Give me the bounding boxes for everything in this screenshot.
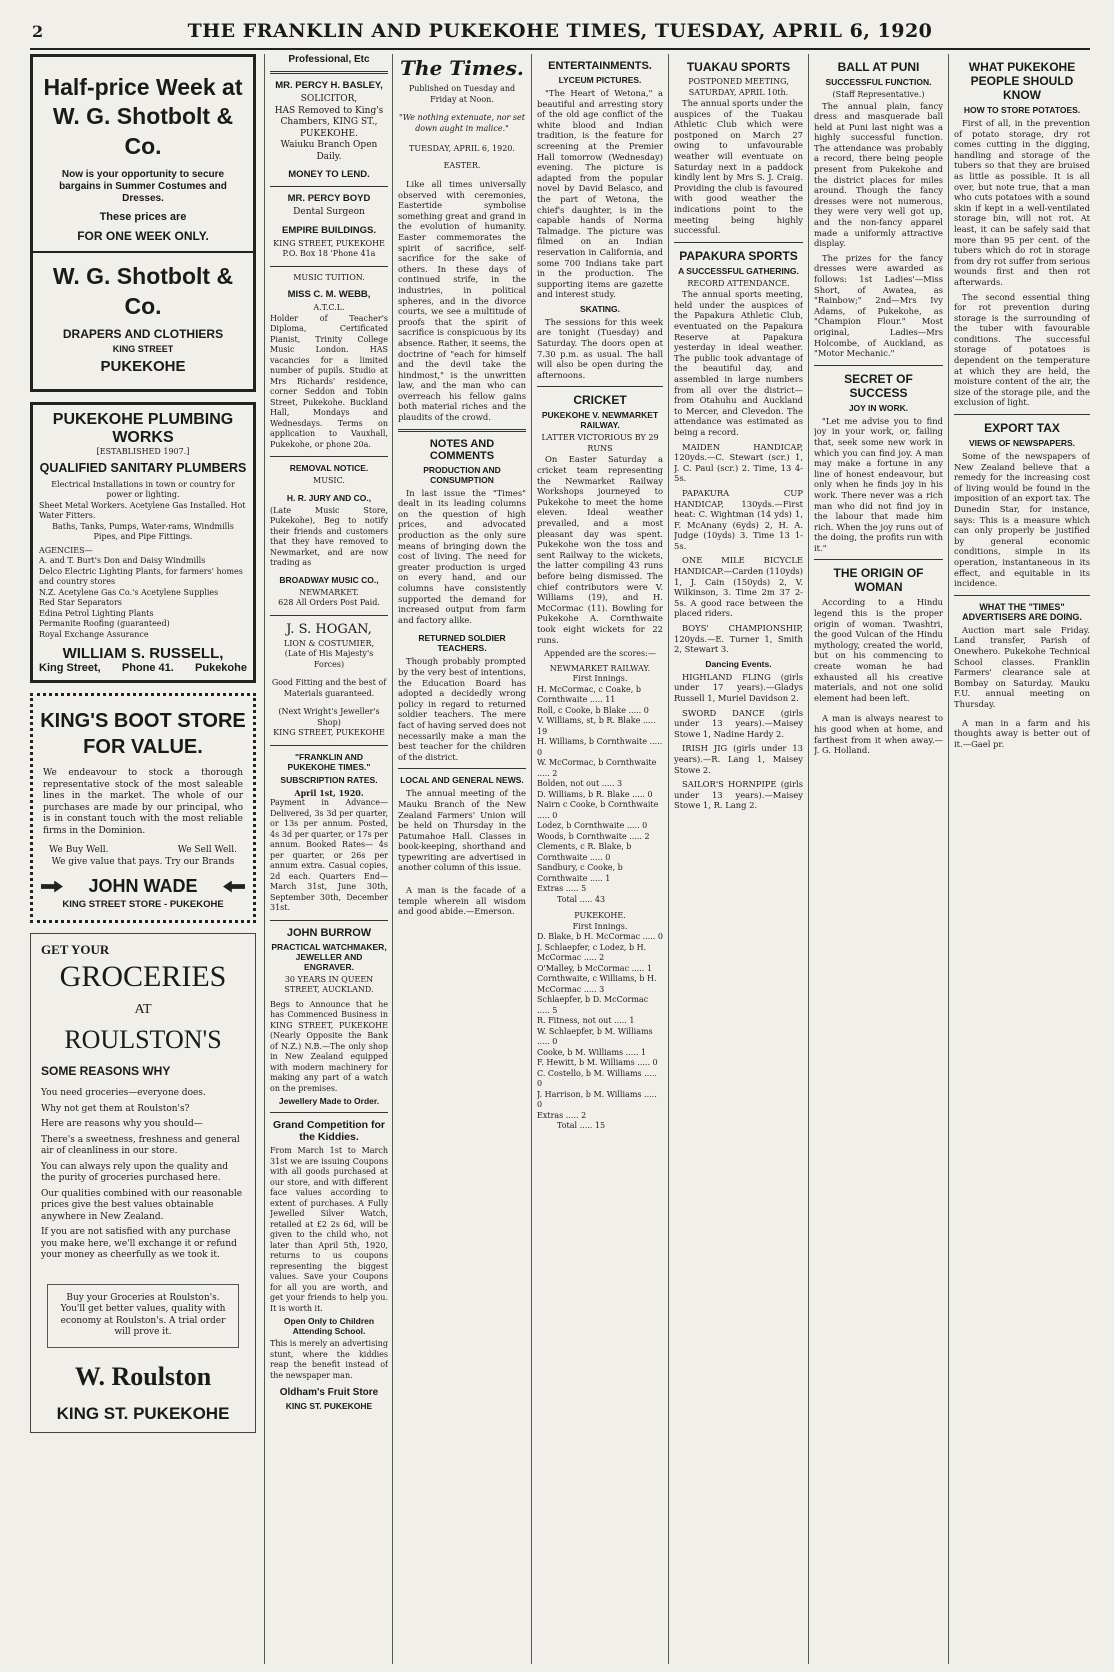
- railway-scores: [537, 685, 663, 895]
- subscription-rates: SUBSCRIPTION RATES.: [280, 774, 378, 785]
- burrow-role: PRACTICAL WATCHMAKER, JEWELLER AND ENGRAVER.: [271, 941, 387, 972]
- papakura-subtitle: A SUCCESSFUL GATHERING.: [678, 265, 799, 276]
- roulston-reasons-list: [41, 1088, 245, 1262]
- fruit-store-street: KING ST. PUKEKOHE: [285, 1401, 373, 1411]
- roulston-at: AT: [134, 1002, 152, 1017]
- event-result: MAIDEN HANDICAP, 120yds.—C. Stewart (scr.) 1, J. C. Paul (scr.) 2. Time, 13 4-5s.: [674, 441, 803, 484]
- webb-cert: A.T.C.L.: [313, 303, 345, 312]
- score-line: D. Blake, b H. McCormac ..... 0: [537, 932, 663, 942]
- event-result: ONE MILE BICYCLE HANDICAP.—Carden (110yds) 1, J. Cain (150yds) 2, V. Wilkinson, 3. Time 2m 37 2-5s. A good race between the placed riders.: [674, 555, 803, 619]
- shotbolt-trade: DRAPERS AND CLOTHIERS: [62, 327, 224, 341]
- plumbing-advert: [30, 402, 256, 683]
- skating-body: [537, 317, 663, 381]
- times-motto: "We nothing extenuate, nor set down aught in malice.": [399, 113, 525, 133]
- tuakau-title: TUAKAU SPORTS: [686, 60, 791, 74]
- times-subscription-title: "FRANKLIN AND PUKEKOHE TIMES.": [287, 751, 371, 772]
- plumbing-street: King Street,: [39, 662, 101, 674]
- hogan-name: J. S. HOGAN,: [286, 621, 372, 637]
- basley-name: MR. PERCY H. BASLEY,: [275, 80, 383, 91]
- woman-paragraph: According to a Hindu legend this is the proper origin of woman. Twashtri, the good Vulcan of the Hindu mythology, created the world, but on his commencing to create woman he had exhausted all his creative materials, and not one solid element had been left.: [814, 597, 943, 703]
- cricket-paragraph: On Easter Saturday a cricket team representing the Newmarket Railway Workshops journeyed to Pukekohe to meet the home eleven. Ideal weather prevailed, and a most pleasant day was spent. Pukekohe won the toss and sent Railway to the wickets, the latter compiling 43 runs before being dismissed. The chief contributors were V. Williams (19), and H. McCormac (11). Bowling for Pukekohe A. Cornthwaite took eight wickets for 22 runs.: [537, 454, 663, 645]
- kings-give: We give value that pays. Try our Brands: [51, 856, 235, 867]
- burrow-years: 30 YEARS IN QUEEN STREET, AUCKLAND.: [284, 974, 374, 994]
- entertainments-title: ENTERTAINMENTS.: [548, 60, 652, 72]
- ball-title: BALL AT PUNI: [837, 60, 920, 74]
- easter-paragraph: Like all times universally observed with ceremonies, Eastertide symbolise something great and grand in the evolution of humanity. Easter commemorates the spirit of sacrifice, self-sacrifice for the sake of others. In these days of continued strife, in the industries, in political spheres, and in the divorce courts, we see a multitude of proofs that the spirit of sacrifice is conspicuous by its absence. Rather, it seems, the doctrine of "each for himself and the devil take the hindmost," is the unwritten law, and the man who can overreach his fellow gains both material riches and the plaudits of the crowd.: [398, 179, 526, 423]
- competition-open: Open Only to Children Attending School.: [283, 1316, 375, 1336]
- plumbing-owner: WILLIAM S. RUSSELL,: [62, 645, 224, 662]
- tuakau-paragraph: The annual sports under the auspices of the Tuakau Athletic Club which were postponed on March 27 owing to unfavourable weather will eventuate on Saturday next in a paddock kindly lent by Mrs S. J. Craig. Providing the club is favoured with good weather the indications point to the meeting being highly successful.: [674, 98, 803, 236]
- plumbing-line: Electrical Installations in town or country for power or lighting.: [51, 479, 235, 499]
- notes-title: NOTES AND COMMENTS: [429, 437, 495, 462]
- holland-quote: [814, 713, 943, 755]
- score-line: F. Hewitt, b M. Williams ..... 0: [537, 1058, 658, 1068]
- page-header: [30, 16, 1090, 50]
- competition-title: Grand Competition for the Kiddies.: [273, 1119, 385, 1143]
- ball-body: [814, 101, 943, 359]
- boyd-name: MR. PERCY BOYD: [287, 193, 371, 204]
- score-line: Woods, b Cornthwaite ..... 2: [537, 831, 650, 841]
- pointing-hand-icon: [41, 881, 63, 893]
- teachers-paragraph: Though probably prompted by the very best of intentions, the Education Board has adopted a decidedly wrong policy in regard to returned soldier teachers. The mere fact of having served does not necessarily make a man the best teacher for the children of the district.: [398, 656, 526, 762]
- plumbing-agency: N.Z. Acetylene Gas Co.'s Acetylene Supplies: [39, 587, 219, 597]
- secret-body: [814, 416, 943, 554]
- advertisers-paragraph: Auction mart sale Friday. Land transfer, Parish of Onewhero. Pukekohe Technical School classes. Franklin Farmers' clearance sale at Bombay on Saturday. Mauku F.U. annual meeting on Thursday.: [954, 624, 1090, 709]
- sports-column: [674, 54, 803, 1664]
- score-line: Sandbury, c Cooke, b Cornthwaite ..... 1: [537, 863, 623, 883]
- plumbing-agency: Edina Petrol Lighting Plants: [39, 608, 154, 618]
- score-line: J. Schlaepfer, c Lodez, b H. McCormac ..... 2: [537, 942, 647, 963]
- kings-owner: JOHN WADE: [88, 876, 198, 896]
- papakura-title: PAPAKURA SPORTS: [679, 248, 798, 263]
- potatoes-body: [954, 118, 1090, 408]
- pukekohe-total: Total ..... 15: [557, 1121, 606, 1131]
- ball-prizes: The prizes for the fancy dresses were awarded as follows: 1st Ladies'—Miss Short, of Awatea, as "Rainbow;" 2nd—Mrs Ivy Adams, of Pukekohe, as "Champion Flour." Most original, Ladies—Mrs Holcombe, of Auckland, as "Motor Mechanic.": [814, 252, 943, 359]
- ball-column: [814, 54, 943, 1664]
- roulston-buy-box: Buy your Groceries at Roulston's. You'll get better values, quality with economy at Roulston's. A trial order will prove it.: [47, 1284, 239, 1348]
- subscription-date: April 1st, 1920.: [294, 787, 364, 798]
- export-paragraph: Some of the newspapers of New Zealand believe that a remedy for the increasing cost of living would be found in the imposition of an export tax. The Dunedin Star, for instance, says: This is a measure which can only properly be justified by general economic conditions, simple in its operation, instantaneous in its effect, and equitable in its incidence.: [954, 451, 1090, 589]
- cricket-match: PUKEKOHE V. NEWMARKET RAILWAY.: [541, 410, 659, 431]
- plumbing-subtitle: QUALIFIED SANITARY PLUMBERS: [39, 460, 247, 475]
- plumbing-line: Baths, Tanks, Pumps, Water-rams, Windmills Pipes, and Pipe Fittings.: [52, 521, 234, 541]
- lyceum-heading: LYCEUM PICTURES.: [558, 75, 642, 85]
- cricket-body: [537, 454, 663, 645]
- score-line: Schlaepfer, b D. McCormac ..... 5: [537, 995, 649, 1015]
- roulston-groceries: GROCERIES: [59, 960, 227, 993]
- score-line: Lodez, b Cornthwaite ..... 0: [537, 821, 648, 831]
- easter-heading: EASTER.: [443, 160, 481, 170]
- column-rule: [948, 54, 949, 1664]
- basley-money: MONEY TO LEND.: [288, 169, 370, 180]
- burrow-body: Begs to Announce that he has Commenced Business in KING STREET, PUKEKOHE (Nearly Opposite the Bank of N.Z.) N.B.—The only shop in New Zealand equipped with modern machinery for making any part of a watch on the premises.: [270, 999, 388, 1093]
- removal-notice: REMOVAL NOTICE.: [289, 463, 369, 473]
- tuakau-body: [674, 98, 803, 236]
- kings-slogans: [49, 845, 237, 857]
- kings-address: KING STREET STORE - PUKEKOHE: [62, 899, 224, 910]
- holland-paragraph: A man is always nearest to his good when at home, and farthest from it when away.—J. G. Holland.: [814, 713, 943, 756]
- potatoes-column: [954, 54, 1090, 1664]
- plumbing-established: [ESTABLISHED 1907.]: [96, 447, 190, 456]
- advertisers-body: [954, 625, 1090, 710]
- score-line: O'Malley, b McCormac ..... 1: [537, 963, 652, 973]
- potatoes-subtitle: HOW TO STORE POTATOES.: [963, 105, 1081, 115]
- secret-title: SECRET OF SUCCESS: [844, 371, 913, 400]
- local-news-heading: LOCAL AND GENERAL NEWS.: [400, 775, 524, 786]
- column-rule: [264, 54, 265, 1664]
- roulston-reasons: SOME REASONS WHY: [41, 1064, 171, 1078]
- shotbolt-headline: Half-price Week at: [43, 74, 243, 100]
- emerson-paragraph: A man is the facade of a temple wherein all wisdom and good abide.—Emerson.: [398, 885, 526, 917]
- plumbing-agency: A. and T. Burt's Don and Daisy Windmills: [39, 556, 206, 565]
- railway-total: Total ..... 43: [557, 894, 606, 904]
- woman-body: [814, 597, 943, 703]
- webb-body: Holder of Teacher's Diploma, Certificated Pianist, Trinity College Music London. HAS vacancies for a limited number of pupils. Studio at Mrs Richards' residence, corner Seddon and Tobin Street, Pukekohe. Buckland Hall, Mondays and Wednesdays. Terms on application to Vauxhall, Pukekohe, or phone 20a.: [270, 313, 388, 449]
- roulston-reason: There's a sweetness, freshness and general air of cleanliness in our store.: [41, 1134, 240, 1156]
- dance-result: SAILOR'S HORNPIPE (girls under 13 years).—Maisey Stowe 1, R. Lang 2.: [674, 779, 803, 811]
- page-number: 2: [32, 22, 44, 41]
- times-dateline: TUESDAY, APRIL 6, 1920.: [409, 144, 515, 153]
- score-line: R. Fitness, not out ..... 1: [537, 1016, 635, 1026]
- local-news-body: [398, 788, 526, 873]
- basley-role: SOLICITOR,: [300, 94, 358, 104]
- railway-innings: First Innings.: [572, 674, 628, 684]
- export-subtitle: VIEWS OF NEWSPAPERS.: [968, 438, 1076, 449]
- hogan-address: (Next Wright's Jeweller's Shop): [278, 707, 380, 727]
- kings-sell: We Sell Well.: [177, 845, 237, 855]
- shotbolt-headline-name: W. G. Shotbolt & Co.: [52, 103, 234, 159]
- shotbolt-prices: These prices are: [99, 211, 187, 223]
- skating-heading: SKATING.: [580, 303, 620, 314]
- basley-waiuku: Waiuku Branch Open Daily.: [280, 140, 378, 162]
- score-line: W. McCormac, b Cornthwaite ..... 2: [537, 758, 657, 778]
- shotbolt-duration: FOR ONE WEEK ONLY.: [77, 229, 209, 243]
- gael-paragraph: A man in a farm and his thoughts away is better out of it.—Gael pr.: [954, 717, 1090, 749]
- shotbolt-name: W. G. Shotbolt & Co.: [52, 263, 234, 319]
- dance-result: SWORD DANCE (girls under 13 years).—Maisey Stowe 1, Nadine Hardy 2.: [674, 707, 803, 739]
- competition-body: From March 1st to March 31st we are issuing Coupons with all goods purchased at our store, and with different face values according to extent of purchases. A Fully Jewelled Silver Watch, retailed at £2 2s 6d, will be given to the child who, not later than April 5th, 1920, returns to us coupons representing the biggest values. Save your Coupons for all you are worth, and get your friends to help you. It is worth it.: [270, 1146, 388, 1313]
- entertainments-column: [537, 54, 663, 1664]
- webb-name: MISS C. M. WEBB,: [287, 289, 371, 300]
- plumbing-agency: Delco Electric Lighting Plants, for farmers' homes and country stores: [39, 566, 243, 586]
- plumbing-town: Pukekohe: [195, 662, 247, 674]
- tuakau-postponed: POSTPONED MEETING, SATURDAY, APRIL 10th.: [688, 77, 789, 97]
- plumbing-agency: Permanite Roofing (guaranteed): [39, 619, 170, 628]
- column-rule: [808, 54, 809, 1664]
- score-line: Bolden, not out ..... 3: [537, 779, 623, 789]
- editorial-column: [398, 54, 526, 1664]
- dancing-results: [674, 672, 803, 811]
- boyd-po: P.O. Box 18 'Phone 41a: [282, 249, 376, 258]
- secret-subtitle: JOY IN WORK.: [848, 402, 909, 413]
- score-line: Extras ..... 2: [537, 1110, 587, 1120]
- burrow-name: JOHN BURROW: [286, 926, 372, 939]
- roulston-name: ROULSTON'S: [64, 1025, 222, 1054]
- broadway-town: NEWMARKET.: [299, 587, 359, 597]
- score-line: Cooke, b M. Williams ..... 1: [537, 1047, 647, 1057]
- shotbolt-street: KING STREET: [112, 344, 174, 354]
- column-rule: [392, 54, 393, 1664]
- competition-note: This is merely an advertising stunt, where the kiddies reap the benefit instead of the newspaper man.: [270, 1339, 388, 1380]
- local-news-paragraph: The annual meeting of the Mauku Branch of the New Zealand Farmers' Union will be held on Thursday in the Patumahoe Hall. Classes in book-keeping, shorthand and typewriting are advertised in another column of this issue.: [398, 788, 526, 873]
- subscription-body: Payment in Advance— Delivered, 3s 3d per quarter, or 13s per annum. Posted, 4s 3d per quarter, or 17s per annum. Booked Rates— 4s per quarter, or 26s per annum extra. Casual copies, 2d each. Quarters End— March 31st, June 30th, September 30th, December 31st.: [270, 798, 388, 912]
- roulston-reason: Why not get them at Roulston's?: [41, 1103, 190, 1114]
- teachers-heading: RETURNED SOLDIER TEACHERS.: [418, 633, 506, 654]
- score-line: D. Williams, b R. Blake ..... 0: [537, 789, 653, 799]
- column-rule: [668, 54, 669, 1664]
- papakura-paragraph: The annual sports meeting, held under the auspices of the Papakura Athletic Club, eventuated on the Papakura Reserve at Papakura yesterday in ideal weather. The public took advantage of the beautiful day, and assembled in large numbers from all over the district—from Otahuhu and Auckland to Mercer, and Clevedon. The attendance was estimated as being a record.: [674, 289, 803, 437]
- shotbolt-advert: [30, 54, 256, 392]
- score-line: C. Costello, b M. Williams ..... 0: [537, 1068, 657, 1089]
- column-rule: [531, 54, 532, 1664]
- score-line: Clements, c R. Blake, b Cornthwaite ..... 0: [537, 842, 632, 862]
- basley-body: HAS Removed to King's Chambers, KING ST., PUKEKOHE.: [274, 105, 384, 139]
- kings-title: KING'S BOOT STORE: [40, 710, 246, 732]
- scores-heading: Appended are the scores:—: [544, 649, 656, 659]
- score-line: Extras ..... 5: [537, 884, 587, 894]
- roulston-reason: You can always rely upon the quality and the purity of groceries purchased here.: [41, 1161, 229, 1183]
- times-masthead: The Times.: [400, 56, 524, 80]
- shotbolt-offer: Now is your opportunity to secure bargains in Summer Costumes and Dresses.: [59, 169, 227, 204]
- plumbing-title: PUKEKOHE PLUMBING WORKS: [52, 411, 234, 446]
- professional-column: [270, 54, 388, 1664]
- cricket-result: LATTER VICTORIOUS BY 29 RUNS: [541, 433, 659, 453]
- newspaper-title: THE FRANKLIN AND PUKEKOHE TIMES, TUESDAY, APRIL 6, 1920: [187, 20, 933, 42]
- times-published: Published on Tuesday and Friday at Noon.: [408, 84, 516, 104]
- gael-quote: [954, 718, 1090, 750]
- score-line: H. McCormac, c Coake, b Cornthwaite ..... 11: [537, 684, 641, 705]
- plumbing-phone: Phone 41.: [121, 662, 174, 674]
- potatoes-title: WHAT PUKEKOHE PEOPLE SHOULD KNOW: [968, 60, 1076, 102]
- cricket-title: CRICKET: [573, 393, 627, 408]
- music-label: MUSIC.: [313, 476, 345, 485]
- ball-subtitle: SUCCESSFUL FUNCTION.: [825, 77, 932, 87]
- pointing-hand-icon: [223, 881, 245, 893]
- roulston-reason: You need groceries—everyone does.: [41, 1088, 206, 1098]
- burrow-made: Jewellery Made to Order.: [278, 1096, 380, 1106]
- fruit-store-name: Oldham's Fruit Store: [279, 1387, 379, 1398]
- plumbing-address: [39, 662, 247, 674]
- event-result: BOYS' CHAMPIONSHIP, 120yds.—E. Turner 1, Smith 2, Stewart 3.: [674, 623, 803, 655]
- potatoes-paragraph: First of all, in the prevention of potato storage, dry rot comes cutting in the digging, handling and storage of the tubers so that they are bruised as little as possible. It is all over, but note true, that a man who cuts potatoes with a sound skin if kept in a well-ventilated storage bin, will not rot. At least, it can be safely said that more than 95 per cent. of the tubers which do rot in storage from dry rot suffer from serious wounds first and then rot afterwards.: [954, 118, 1090, 287]
- advertisers-heading: WHAT THE "TIMES" ADVERTISERS ARE DOING.: [962, 601, 1082, 622]
- dancing-heading: Dancing Events.: [705, 658, 772, 669]
- professional-heading: Professional, Etc: [288, 54, 370, 65]
- hogan-goods: Good Fitting and the best of Materials guaranteed.: [271, 678, 387, 698]
- plumbing-agency: Royal Exchange Assurance: [39, 629, 149, 639]
- pukekohe-heading: PUKEKOHE.: [574, 911, 626, 921]
- pukekohe-scores: [537, 932, 663, 1121]
- plumbing-services: [39, 480, 247, 641]
- railway-heading: NEWMARKET RAILWAY.: [549, 663, 651, 673]
- roulston-get: GET YOUR: [41, 942, 110, 957]
- dance-result: HIGHLAND FLING (girls under 17 years).—Gladys Russell 1, Muriel Davidson 2.: [674, 671, 803, 703]
- boyd-building: EMPIRE BUILDINGS.: [282, 224, 376, 236]
- kings-title-value: FOR VALUE.: [83, 736, 203, 758]
- jury-body: (Late Music Store, Pukekohe), Beg to notify their friends and customers that they have removed to Newmarket, and are now trading as: [270, 505, 388, 567]
- score-line: Cornthwaite, c Williams, b H. McCormac ..... 3: [537, 974, 657, 994]
- plumbing-agencies-label: AGENCIES—: [39, 545, 93, 555]
- kings-boot-store-advert: [30, 693, 256, 923]
- kings-owner-row: [41, 876, 245, 897]
- shotbolt-town: PUKEKOHE: [100, 358, 186, 375]
- score-line: V. Williams, st, b R. Blake ..... 19: [537, 716, 656, 736]
- papakura-record: RECORD ATTENDANCE.: [687, 278, 790, 288]
- broadway-post: 628 All Orders Post Paid.: [278, 598, 380, 607]
- skating-paragraph: The sessions for this week are tonight (Tuesday) and Saturday. The doors open at 7.30 p.m. as usual. The hall will also be open during the afternoons.: [537, 316, 663, 380]
- production-body: [398, 488, 526, 626]
- secret-paragraph: "Let me advise you to find joy in your work, or, failing that, seek some new work in which you can find joy. A man may make a fortune in any line of honest endeavour, but only when he finds joy in his work. There never was a rich man who did not find joy in the labour that made him rich. When the joy runs out of the doing, the profits run with it.": [814, 415, 943, 553]
- teachers-body: [398, 656, 526, 762]
- score-line: Roll, c Cooke, b Blake ..... 0: [537, 705, 649, 715]
- lyceum-paragraph: "The Heart of Wetona," a beautiful and arresting story of the old age conflict of the white blood and Indian tradition, is the feature for screening at the Premier Hall tomorrow (Wednesday) evening. The picture is adapted from the popular novel by David Belasco, and the part of Wetona, the chief's daughter, is in the capable hands of Norma Talmadge. The picture was filmed on an Indian reservation in California, and some 700 Indians take part in the production. The supporting items are gazette and interest study.: [537, 88, 663, 300]
- roulston-street: KING ST. PUKEKOHE: [56, 1403, 230, 1423]
- jury-name: H. R. JURY AND CO.,: [286, 492, 372, 503]
- roulston-reason: Here are reasons why you should—: [41, 1119, 203, 1129]
- tuition-heading: MUSIC TUITION.: [293, 272, 365, 282]
- export-title: EXPORT TAX: [984, 421, 1060, 436]
- woman-title: THE ORIGIN OF WOMAN: [833, 566, 924, 595]
- roulston-reason: Our qualities combined with our reasonable prices give the best values obtainable anywhere in New Zealand.: [41, 1188, 243, 1222]
- production-paragraph: In last issue the "Times" dealt in its leading columns on the question of high prices, and advocated production as the only sure means of bringing down the cost of living. The need for greater production is urged on every hand, and our columns have consistently supported the demand for increased output from farm and factory alike.: [398, 487, 526, 625]
- event-result: PAPAKURA CUP HANDICAP, 130yds.—First heat: C. Wightman (14 yds) 1, F. McAnany (6yds) 2, H. A. Judge (10yds) 3. Time 13 1-5s.: [674, 487, 803, 551]
- ball-credit: (Staff Representative.): [832, 90, 925, 99]
- roulston-reason: If you are not satisfied with any purchase you make here, we'll exchange it or refund your money as cheerfully as we took it.: [41, 1227, 237, 1260]
- score-line: H. Williams, b Cornthwaite ..... 0: [537, 737, 663, 757]
- broadway-name: BROADWAY MUSIC CO.,: [279, 574, 379, 585]
- hogan-street: KING STREET, PUKEKOHE: [273, 728, 385, 737]
- boyd-role: Dental Surgeon: [293, 207, 365, 217]
- ball-paragraph: The annual plain, fancy dress and masquerade ball held at Puni last night was a highly successful function. The attendance was probably a record, there being people present from Pukekohe and the district places for miles around. Though the fancy dresses were not numerous, they were very well got up, and the non-fancy apparel made a uniformly attractive display.: [814, 100, 943, 249]
- score-line: W. Schlaepfer, b M. Williams ..... 0: [537, 1026, 653, 1047]
- papakura-body: [674, 289, 803, 655]
- production-heading: PRODUCTION AND CONSUMPTION: [423, 464, 501, 485]
- score-line: Nairn c Cooke, b Cornthwaite ..... 0: [537, 800, 659, 820]
- lyceum-body: [537, 88, 663, 300]
- plumbing-agency: Red Star Separators: [39, 598, 122, 607]
- hogan-role: LION & COSTUMIER,: [283, 638, 375, 648]
- pukekohe-innings: First Innings.: [572, 921, 628, 931]
- score-line: J. Harrison, b M. Williams ..... 0: [537, 1089, 657, 1110]
- kings-body: We endeavour to stock a thorough representative stock of the most saleable lines in the market. The whole of our purchases are made by our principal, who is in constant touch with the most reliable firms in the Dominion.: [43, 768, 243, 836]
- potatoes-paragraph: The second essential thing for rot prevention during storage is the surrounding of the tuber with favourable conditions. The successful storage of potatoes is dependent on the temperature at which they are held, the moisture content of the air, the size of the storage pile, and the exclusion of light.: [954, 291, 1090, 408]
- advertisements-column: [30, 54, 256, 1664]
- dance-result: IRISH JIG (girls under 13 years).—R. Lang 1, Maisey Stowe 2.: [674, 743, 803, 775]
- kings-buy: We Buy Well.: [49, 845, 109, 855]
- roulston-signature: W. Roulston: [74, 1361, 212, 1391]
- hogan-late: (Late of His Majesty's Forces): [284, 649, 374, 669]
- plumbing-line: Sheet Metal Workers. Acetylene Gas Installed. Hot Water Fitters.: [39, 500, 246, 520]
- emerson-quote: [398, 885, 526, 917]
- easter-body: [398, 179, 526, 423]
- roulston-advert: [30, 933, 256, 1433]
- boyd-street: KING STREET, PUKEKOHE: [273, 238, 385, 248]
- export-body: [954, 451, 1090, 589]
